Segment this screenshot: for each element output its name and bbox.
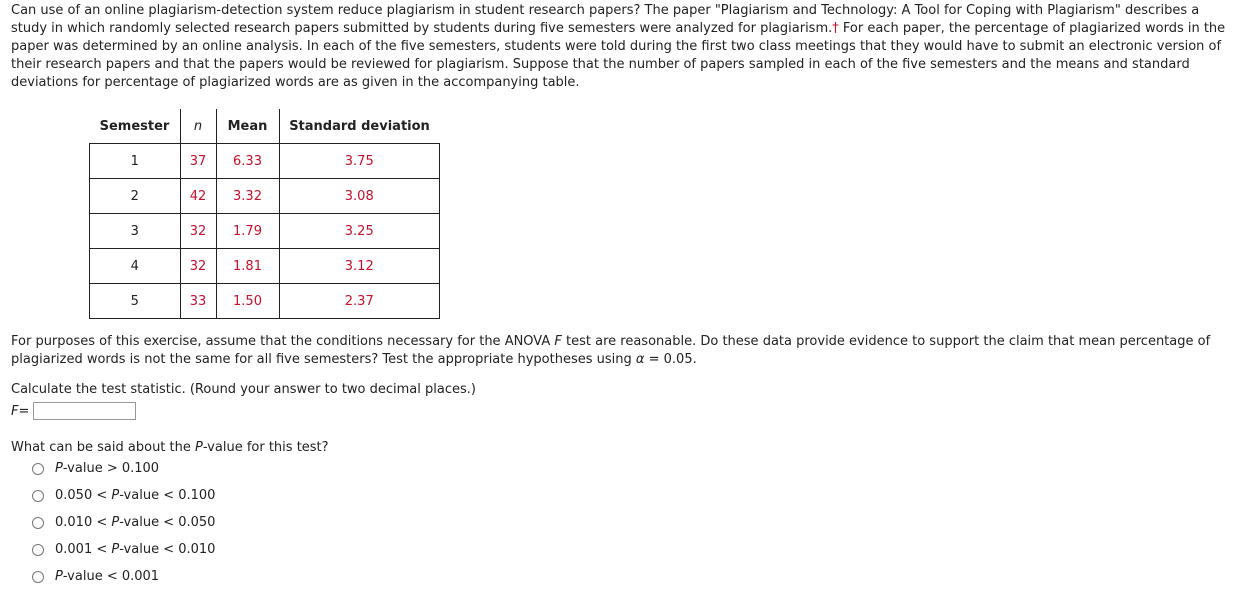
pvalue-option[interactable] — [32, 488, 1231, 503]
cell-n: 32 — [180, 214, 216, 249]
radio-button[interactable] — [32, 490, 44, 502]
radio-button[interactable] — [32, 571, 44, 583]
calc-instruction: Calculate the test statistic. (Round your answer to two decimal places.) — [11, 382, 476, 397]
table-row — [90, 214, 440, 249]
cell-sd: 2.37 — [279, 284, 440, 319]
question-text-a: For purposes of this exercise, assume that the conditions necessary for the ANOVA — [11, 334, 555, 349]
radio-button[interactable] — [32, 463, 44, 475]
option-label: P-value < 0.001 — [55, 569, 160, 584]
cell-sd: 3.12 — [279, 249, 440, 284]
cell-semester: 3 — [90, 214, 181, 249]
pvalue-q-text-a: What can be said about the — [11, 440, 195, 455]
table-row — [90, 249, 440, 284]
cell-mean: 1.79 — [216, 214, 279, 249]
header-sd: Standard deviation — [279, 109, 440, 144]
footnote-dagger[interactable]: † — [832, 21, 839, 36]
f-statistic-input[interactable] — [33, 402, 136, 420]
cell-sd: 3.25 — [279, 214, 440, 249]
pvalue-question — [11, 440, 1231, 455]
anova-question — [11, 333, 1231, 369]
cell-mean: 1.81 — [216, 249, 279, 284]
alpha-symbol: α — [635, 352, 645, 367]
option-label: 0.050 < P-value < 0.100 — [55, 488, 216, 503]
cell-n: 42 — [180, 179, 216, 214]
pvalue-option[interactable] — [32, 515, 1231, 530]
cell-mean: 3.32 — [216, 179, 279, 214]
cell-n: 33 — [180, 284, 216, 319]
cell-mean: 1.50 — [216, 284, 279, 319]
table-row — [90, 179, 440, 214]
data-table — [89, 109, 440, 319]
question-text-c: = 0.05. — [644, 352, 697, 367]
cell-semester: 1 — [90, 144, 181, 179]
pvalue-option[interactable] — [32, 569, 1231, 584]
cell-semester: 2 — [90, 179, 181, 214]
intro-text-2: For each paper, the percentage of plagiarized words in the paper was determined by an online analysis. In each of the five semesters, students were told during the first two class meetings that they would have to submit an electronic version of their research papers and that the papers would be reviewed for plagiarism. Suppose that the number of papers sampled in each of the five semesters and the means and standard deviations for percentage of plagiarized words are as given in the accompanying table. — [11, 21, 1226, 90]
question-text-b: test are reasonable. Do these data provide evidence to support the claim that mean percentage of plagiarized words is not the same for all five semesters? Test the appropriate hypotheses using — [11, 334, 1211, 367]
f-equals: = — [18, 403, 30, 419]
cell-sd: 3.08 — [279, 179, 440, 214]
option-label: 0.010 < P-value < 0.050 — [55, 515, 216, 530]
radio-button[interactable] — [32, 517, 44, 529]
radio-button[interactable] — [32, 544, 44, 556]
cell-mean: 6.33 — [216, 144, 279, 179]
intro-paragraph — [11, 2, 1231, 92]
question-f-symbol: F — [554, 334, 562, 349]
f-statistic-row — [11, 402, 1231, 420]
cell-n: 32 — [180, 249, 216, 284]
intro-text-1: Can use of an online plagiarism-detection system reduce plagiarism in student research papers? The paper "Plagiarism and Technology: A Tool for Coping with Plagiarism" describes a study in which randomly selected research papers submitted by students during five semesters were analyzed for plagiarism. — [11, 3, 1200, 36]
option-label: P-value > 0.100 — [55, 461, 160, 476]
cell-n: 37 — [180, 144, 216, 179]
f-label: F — [11, 403, 19, 419]
table-row — [90, 284, 440, 319]
header-mean: Mean — [216, 109, 279, 144]
header-n: n — [180, 109, 216, 144]
option-label: 0.001 < P-value < 0.010 — [55, 542, 216, 557]
pvalue-option[interactable] — [32, 542, 1231, 557]
cell-semester: 5 — [90, 284, 181, 319]
header-semester: Semester — [90, 109, 181, 144]
cell-sd: 3.75 — [279, 144, 440, 179]
table-header-row — [90, 109, 440, 144]
pvalue-q-text-b: -value for this test? — [202, 440, 329, 455]
pvalue-q-p: P — [195, 440, 203, 455]
cell-semester: 4 — [90, 249, 181, 284]
pvalue-option[interactable] — [32, 461, 1231, 476]
table-row — [90, 144, 440, 179]
